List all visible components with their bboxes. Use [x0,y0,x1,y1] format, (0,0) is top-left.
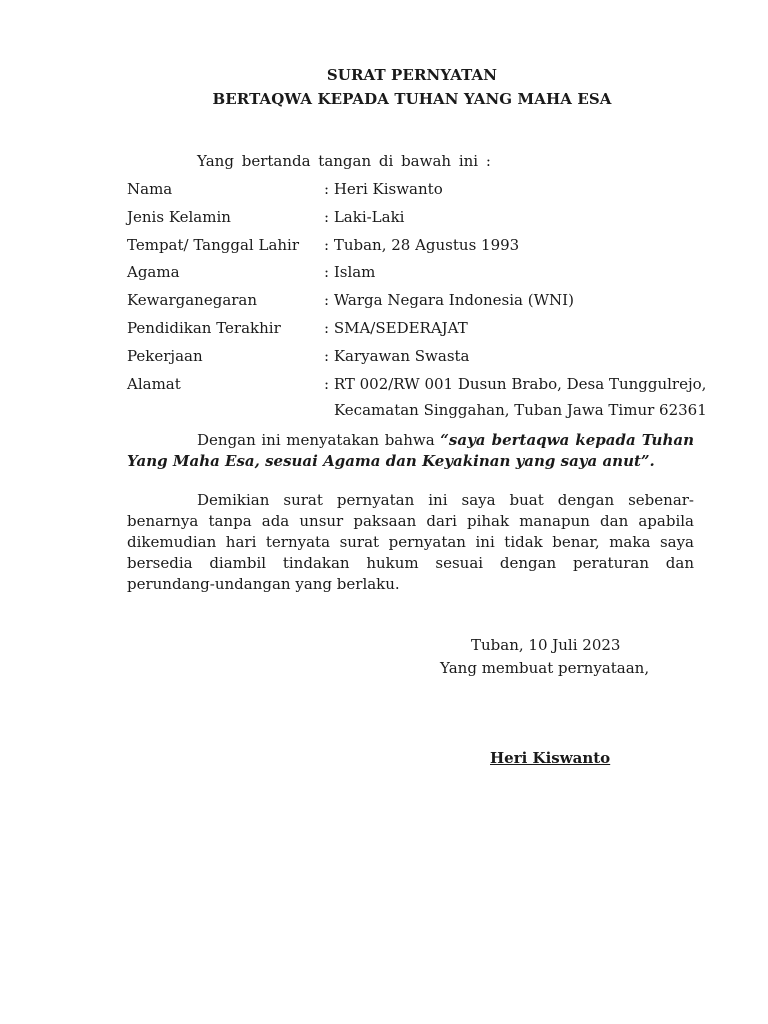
statement-quote: “saya bertaqwa kepada Tuhan Yang Maha Esa, sesuai Agama dan Keyakinan yang saya anut”. [127,431,694,470]
statement-lead: Dengan ini menyatakan bahwa [197,431,441,449]
closing-paragraph [127,490,694,595]
field-label-jenis-kelamin: Jenis Kelamin [127,208,231,226]
field-label-pendidikan-terakhir: Pendidikan Terakhir [127,319,281,337]
field-label-pekerjaan: Pekerjaan [127,347,203,365]
field-value-jenis-kelamin: : Laki-Laki [324,208,405,226]
field-value-pendidikan-terakhir: : SMA/SEDERAJAT [324,319,468,337]
field-value-tempat-tanggal-lahir: : Tuban, 28 Agustus 1993 [324,236,520,254]
field-label-nama: Nama [127,180,173,198]
closing-text: Demikian surat pernyatan ini saya buat dengan sebenar-benarnya tanpa ada unsur paksaan dari pihak manapun dan apabila dikemudian hari ternyata surat pernyatan ini tidak benar, maka saya bersedia diambil tindakan hukum sesuai dengan peraturan dan perundang-undangan yang berlaku. [127,491,694,593]
document-title: SURAT PERNYATAN [326,66,498,84]
field-value-alamat: : RT 002/RW 001 Dusun Brabo, Desa Tunggulrejo, [324,375,707,393]
field-label-agama: Agama [127,263,180,281]
signer-name: Heri Kiswanto [490,749,611,767]
field-value-kewarganegaran: : Warga Negara Indonesia (WNI) [324,291,574,309]
field-label-alamat: Alamat [127,375,181,393]
field-label-kewarganegaran: Kewarganegaran [127,291,258,309]
statement-paragraph [127,430,694,472]
field-value-nama: : Heri Kiswanto [324,180,443,198]
field-value-pekerjaan: : Karyawan Swasta [324,347,470,365]
document-subtitle: BERTAQWA KEPADA TUHAN YANG MAHA ESA [212,90,612,108]
field-value-agama: : Islam [324,263,376,281]
place-date: Tuban, 10 Juli 2023 [471,636,621,654]
address-line-2: Kecamatan Singgahan, Tuban Jawa Timur 62361 [334,401,707,419]
signer-label: Yang membuat pernyataan, [440,659,650,677]
intro-text: Yang bertanda tangan di bawah ini : [197,152,491,170]
field-label-tempat-tanggal-lahir: Tempat/ Tanggal Lahir [127,236,300,254]
